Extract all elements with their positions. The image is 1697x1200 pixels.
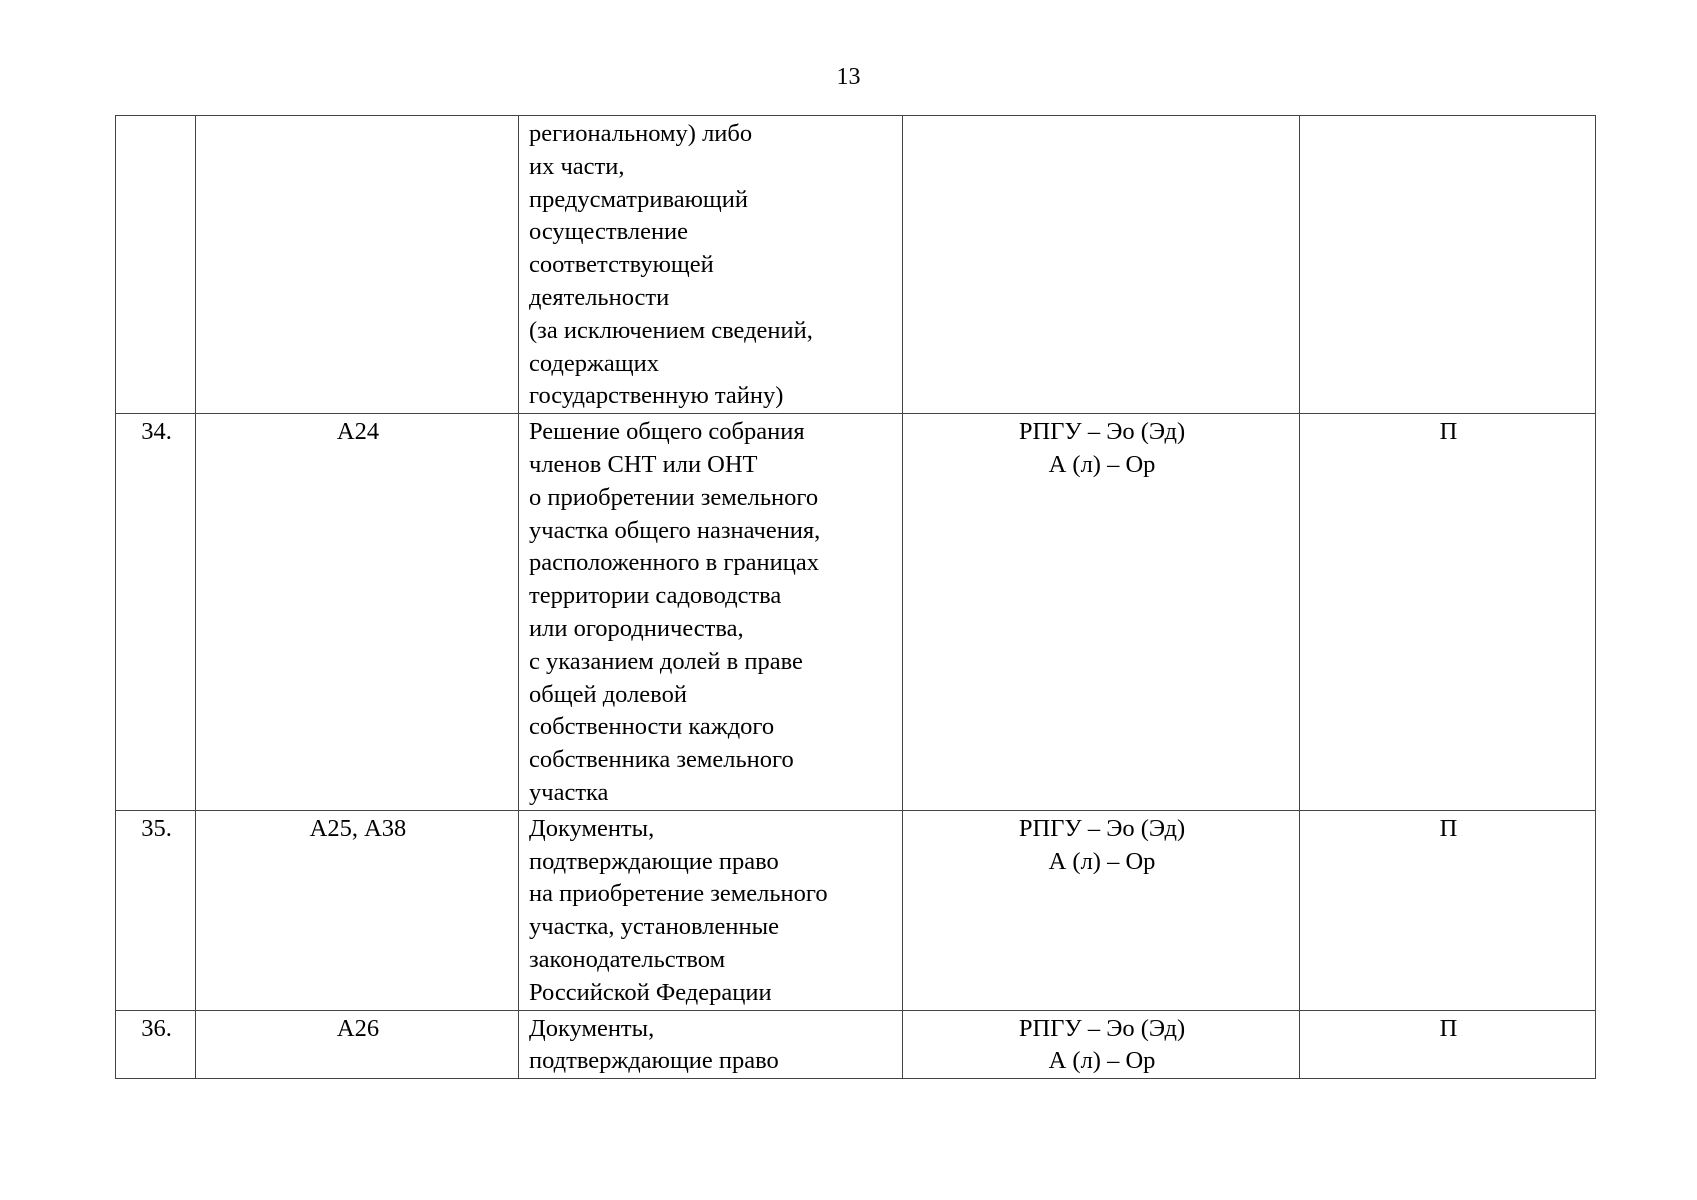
mark-cell: П [1300, 810, 1596, 1010]
description-line: с указанием долей в праве [529, 647, 803, 675]
table-row [116, 116, 1596, 414]
table-row [116, 810, 1596, 1010]
description-line: участка общего назначения, [529, 516, 821, 544]
documents-table [115, 115, 1596, 1079]
document-code-cell [196, 116, 519, 414]
format-line: А (л) – Ор [1048, 1047, 1156, 1075]
description-line: участка, установленные [529, 913, 779, 941]
table-row [116, 1010, 1596, 1079]
description-line: Документы, [529, 1014, 655, 1042]
description-line: на приобретение земельного [529, 880, 828, 908]
table-body [116, 116, 1596, 1079]
document-description-cell [519, 1010, 903, 1079]
description-line: (за исключением сведений, [529, 316, 813, 344]
submission-format-cell [903, 116, 1300, 414]
mark-cell [1300, 116, 1596, 414]
format-line: РПГУ – Эо (Эд) [1018, 814, 1186, 842]
description-line: участка [529, 778, 609, 806]
description-line: собственника земельного [529, 746, 794, 774]
mark-cell: П [1300, 1010, 1596, 1079]
document-code-cell: А24 [196, 414, 519, 811]
description-line: предусматривающий [529, 185, 748, 213]
document-description-cell [519, 810, 903, 1010]
format-line: РПГУ – Эо (Эд) [1018, 1014, 1186, 1042]
description-line: или огородничества, [529, 614, 744, 642]
description-line: Решение общего собрания [529, 418, 805, 446]
description-line: соответствующей [529, 251, 714, 279]
description-line: государственную тайну) [529, 382, 784, 410]
submission-format-cell [903, 1010, 1300, 1079]
description-line: расположенного в границах [529, 549, 819, 577]
description-line: содержащих [529, 349, 660, 377]
format-line: РПГУ – Эо (Эд) [1018, 418, 1186, 446]
description-line: подтверждающие право [529, 847, 779, 875]
description-line: законодательством [529, 945, 726, 973]
document-code-cell: А25, А38 [196, 810, 519, 1010]
row-number-cell [116, 116, 196, 414]
description-line: Российской Федерации [529, 978, 772, 1006]
row-number-cell: 36. [116, 1010, 196, 1079]
description-line: членов СНТ или ОНТ [529, 450, 758, 478]
page-number: 13 [836, 64, 861, 90]
row-number-cell: 35. [116, 810, 196, 1010]
format-line: А (л) – Ор [1048, 450, 1156, 478]
description-line: подтверждающие право [529, 1047, 779, 1075]
description-line: их части, [529, 152, 625, 180]
table-row [116, 414, 1596, 811]
description-line: Документы, [529, 814, 655, 842]
document-code-cell: А26 [196, 1010, 519, 1079]
description-line: деятельности [529, 283, 670, 311]
mark-cell: П [1300, 414, 1596, 811]
document-description-cell [519, 116, 903, 414]
description-line: территории садоводства [529, 582, 782, 610]
description-line: о приобретении земельного [529, 483, 819, 511]
submission-format-cell [903, 414, 1300, 811]
document-description-cell [519, 414, 903, 811]
submission-format-cell [903, 810, 1300, 1010]
description-line: региональному) либо [529, 120, 753, 147]
description-line: общей долевой [529, 680, 687, 708]
row-number-cell: 34. [116, 414, 196, 811]
description-line: осуществление [529, 218, 689, 246]
description-line: собственности каждого [529, 713, 775, 741]
format-line: А (л) – Ор [1048, 847, 1156, 875]
